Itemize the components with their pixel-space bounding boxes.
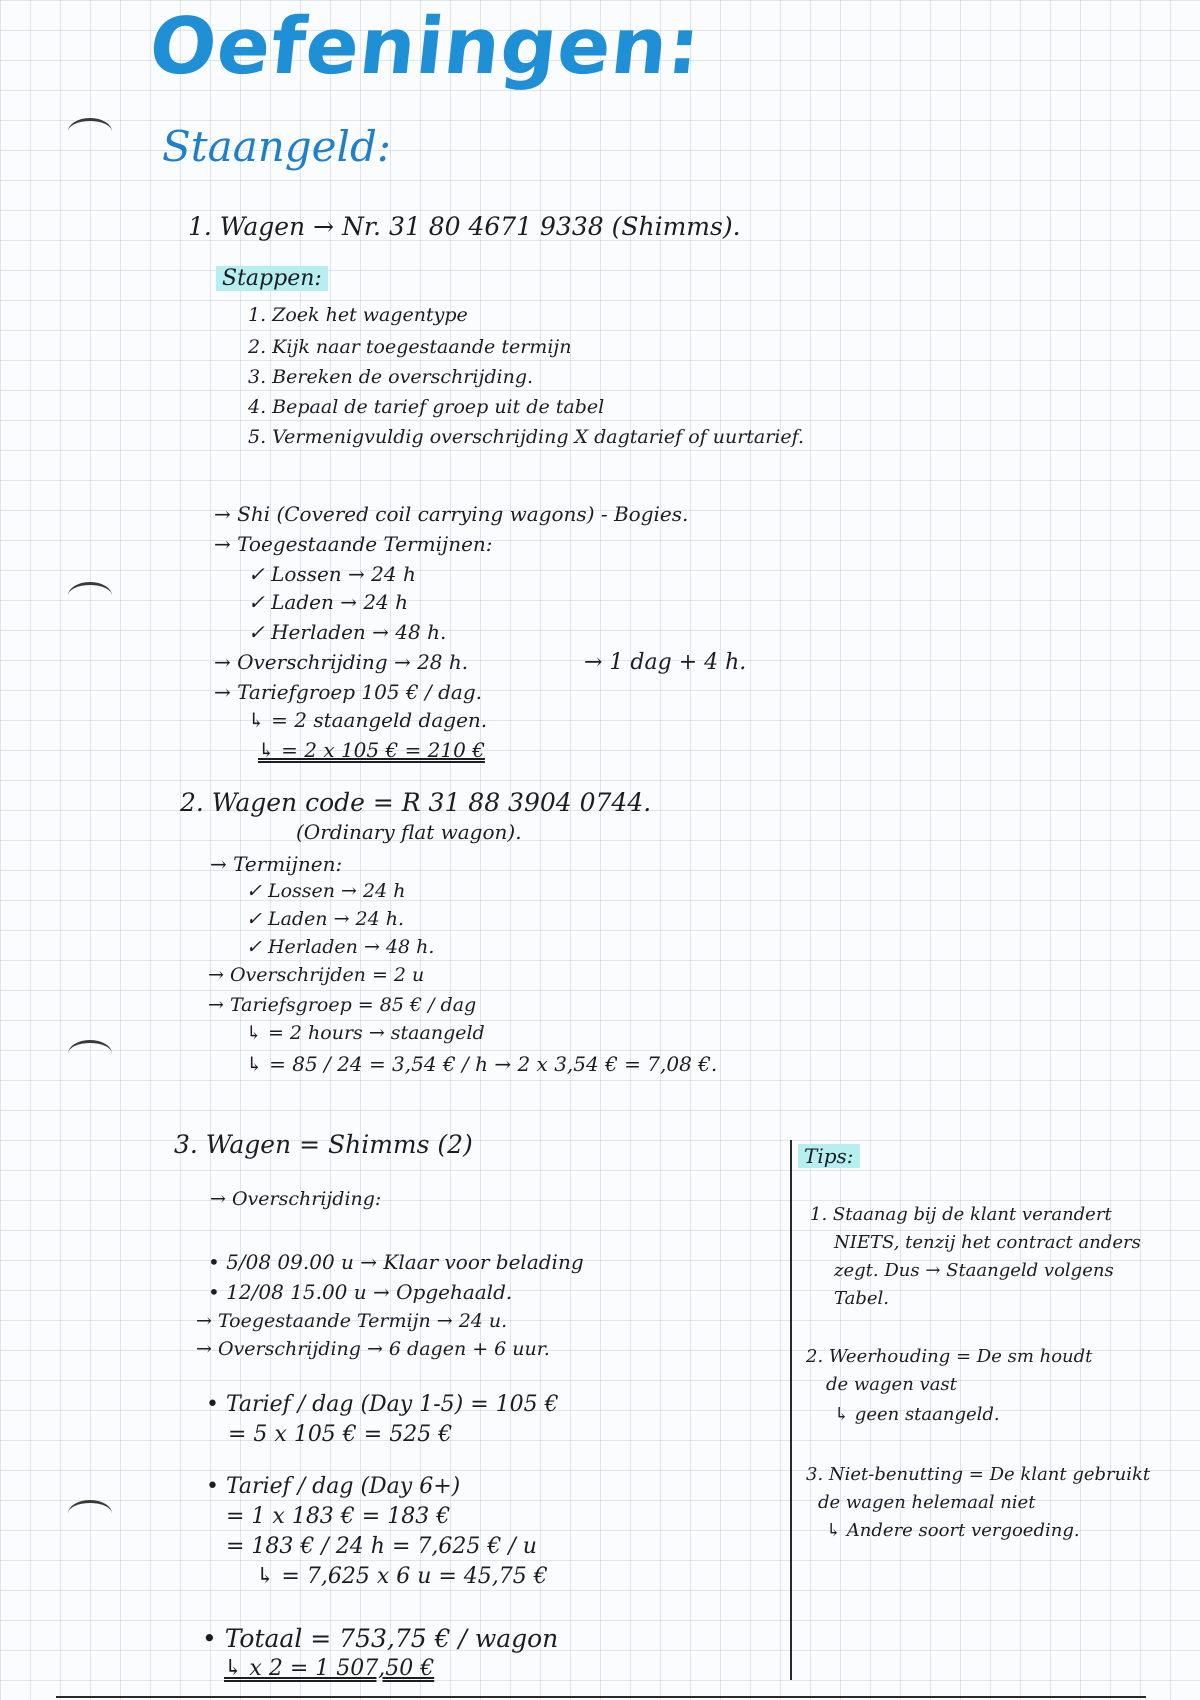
note-line: • Tarief / dag (Day 6+) xyxy=(206,1474,461,1499)
note-line: ✓ Laden → 24 h. xyxy=(246,908,405,930)
tip-line: 2. Weerhouding = De sm houdt xyxy=(806,1346,1093,1367)
exercise-2-heading: 2. Wagen code = R 31 88 3904 0744. xyxy=(180,788,652,817)
note-line: ✓ Lossen → 24 h xyxy=(248,562,416,586)
step-item: 2. Kijk naar toegestaande termijn xyxy=(248,336,572,358)
note-line: → Overschrijding → 6 dagen + 6 uur. xyxy=(196,1338,550,1360)
note-line: → Overschrijding: xyxy=(210,1188,382,1210)
note-line: → Tariefsgroep = 85 € / dag xyxy=(208,994,477,1016)
result-line: ↳ = 85 / 24 = 3,54 € / h → 2 x 3,54 € = 7,08 €. xyxy=(246,1052,718,1076)
punch-hole-mark xyxy=(68,582,112,609)
tip-line: ↳ Andere soort vergoeding. xyxy=(826,1520,1080,1541)
tip-line: NIETS, tenzij het contract anders xyxy=(834,1232,1141,1253)
result-line: ↳ = 2 x 105 € = 210 € xyxy=(258,738,485,762)
steps-label: Stappen: xyxy=(216,266,328,291)
note-line: ↳ = 7,625 x 6 u = 45,75 € xyxy=(256,1564,548,1589)
tips-divider xyxy=(790,1140,792,1680)
note-line: • 5/08 09.00 u → Klaar voor belading xyxy=(208,1250,584,1274)
note-line: → Toegestaande Termijn → 24 u. xyxy=(196,1310,508,1332)
note-line: → Overschrijden = 2 u xyxy=(208,964,425,986)
page-title: Oefeningen: xyxy=(145,2,706,92)
note-line: → 1 dag + 4 h. xyxy=(584,650,747,675)
note-line: → Tariefgroep 105 € / dag. xyxy=(214,680,483,704)
tip-line: de wagen vast xyxy=(826,1374,957,1395)
note-line: ↳ = 2 hours → staangeld xyxy=(246,1022,485,1044)
tip-line: 3. Niet-benutting = De klant gebruikt xyxy=(806,1464,1151,1485)
punch-hole-mark xyxy=(68,118,112,145)
note-line: = 5 x 105 € = 525 € xyxy=(228,1422,453,1447)
note-line: ✓ Laden → 24 h xyxy=(248,590,408,614)
punch-hole-mark xyxy=(68,1500,112,1527)
note-line: ↳ = 2 staangeld dagen. xyxy=(248,708,488,732)
note-line: ✓ Herladen → 48 h. xyxy=(248,620,447,644)
step-item: 5. Vermenigvuldig overschrijding X dagtarief of uurtarief. xyxy=(248,426,805,448)
note-line: (Ordinary flat wagon). xyxy=(296,820,522,844)
note-line: • 12/08 15.00 u → Opgehaald. xyxy=(208,1280,513,1304)
punch-hole-mark xyxy=(68,1040,112,1067)
tips-label: Tips: xyxy=(798,1144,860,1168)
tip-line: ↳ geen staangeld. xyxy=(834,1404,1000,1425)
step-item: 4. Bepaal de tarief groep uit de tabel xyxy=(248,396,605,418)
exercise-1-heading: 1. Wagen → Nr. 31 80 4671 9338 (Shimms). xyxy=(188,212,741,241)
note-line: = 183 € / 24 h = 7,625 € / u xyxy=(226,1534,537,1559)
note-line: → Toegestaande Termijnen: xyxy=(214,532,493,556)
note-line: ✓ Herladen → 48 h. xyxy=(246,936,435,958)
note-line: → Overschrijding → 28 h. xyxy=(214,650,469,674)
note-line: = 1 x 183 € = 183 € xyxy=(226,1504,451,1529)
exercise-3-heading: 3. Wagen = Shimms (2) xyxy=(174,1130,473,1159)
step-item: 3. Bereken de overschrijding. xyxy=(248,366,534,388)
note-line: • Tarief / dag (Day 1-5) = 105 € xyxy=(206,1392,559,1417)
tip-line: 1. Staanag bij de klant verandert xyxy=(810,1204,1112,1225)
page-bottom-line xyxy=(56,1696,1146,1698)
tip-line: zegt. Dus → Staangeld volgens xyxy=(834,1260,1114,1281)
step-item: 1. Zoek het wagentype xyxy=(248,304,468,326)
tip-line: de wagen helemaal niet xyxy=(818,1492,1036,1513)
note-line: → Termijnen: xyxy=(210,852,343,876)
tip-line: Tabel. xyxy=(834,1288,889,1309)
result-line: ↳ x 2 = 1 507,50 € xyxy=(224,1656,435,1681)
note-line: → Shi (Covered coil carrying wagons) - Bogies. xyxy=(214,502,689,526)
total-line: • Totaal = 753,75 € / wagon xyxy=(202,1624,559,1653)
note-line: ✓ Lossen → 24 h xyxy=(246,880,406,902)
section-heading: Staangeld: xyxy=(162,122,391,171)
